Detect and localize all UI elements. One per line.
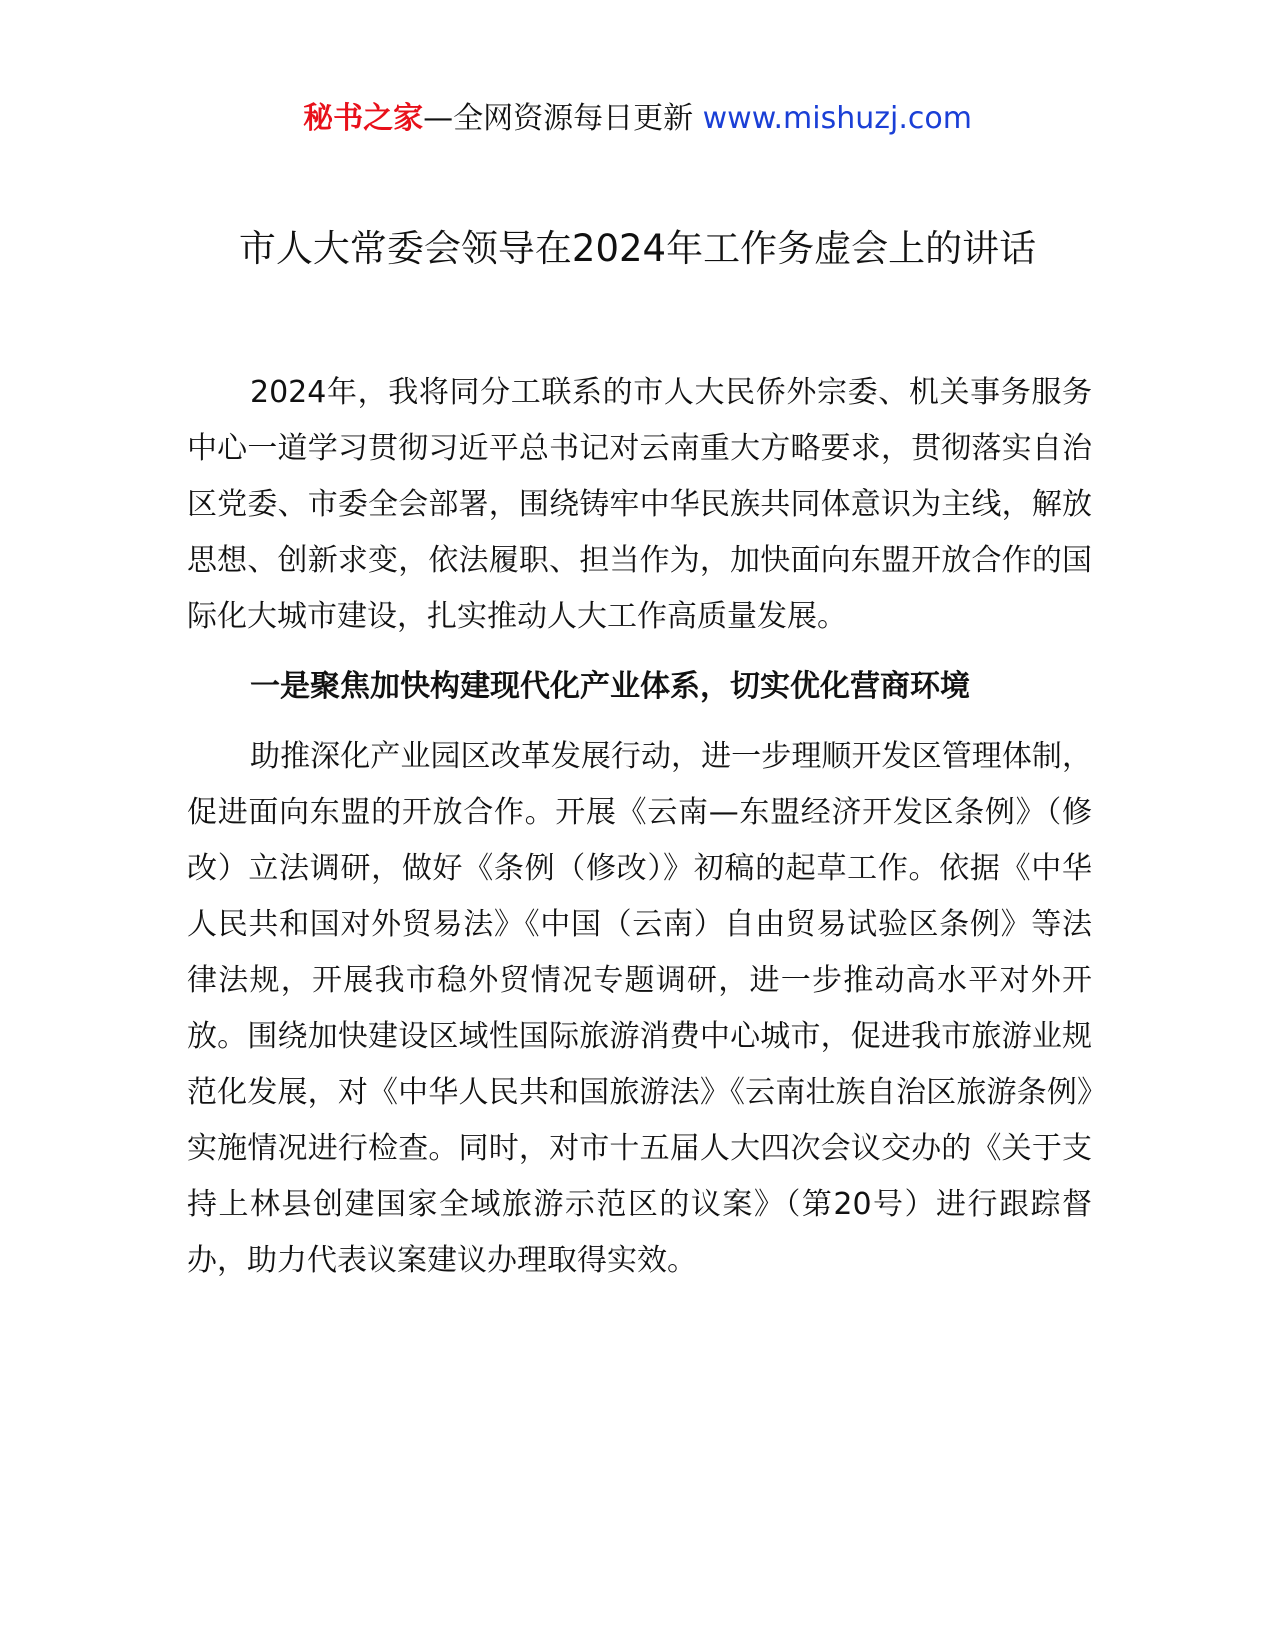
intro-paragraph: 2024年，我将同分工联系的市人大民侨外宗委、机关事务服务中心一道学习贯彻习近平总书记对云南重大方略要求，贯彻落实自治区党委、市委全会部署，围绕铸牢中华民族共同体意识为主线，解放思想、创新求变，依法履职、担当作为，加快面向东盟开放合作的国际化大城市建设，扎实推动人大工作高质量发展。 — [187, 375, 1092, 634]
section-paragraph: 助推深化产业园区改革发展行动，进一步理顺开发区管理体制，促进面向东盟的开放合作。开展《云南—东盟经济开发区条例》（修改）立法调研，做好《条例（修改）》初稿的起草工作。依据《中华人民共和国对外贸易法》《中国（云南）自由贸易试验区条例》等法律法规，开展我市稳外贸情况专题调研，进一步推动高水平对外开放。围绕加快建设区域性国际旅游消费中心城市，促进我市旅游业规范化发展，对《中华人民共和国旅游法》《云南壮族自治区旅游条例》实施情况进行检查。同时，对市十五届人大四次会议交办的《关于支持上林县创建国家全域旅游示范区的议案》（第20号）进行跟踪督办，助力代表议案建议办理取得实效。 — [187, 739, 1092, 1278]
section-heading: 一是聚焦加快构建现代化产业体系，切实优化营商环境 — [250, 669, 970, 704]
site-header — [0, 97, 1275, 141]
site-slogan: —全网资源每日更新 — [423, 101, 694, 136]
document-body — [187, 365, 1092, 1289]
site-brand[interactable]: 秘书之家 — [303, 101, 424, 136]
document-title: 市人大常委会领导在2024年工作务虚会上的讲话 — [238, 227, 1037, 270]
site-url-link[interactable]: www.mishuzj.com — [702, 101, 972, 136]
